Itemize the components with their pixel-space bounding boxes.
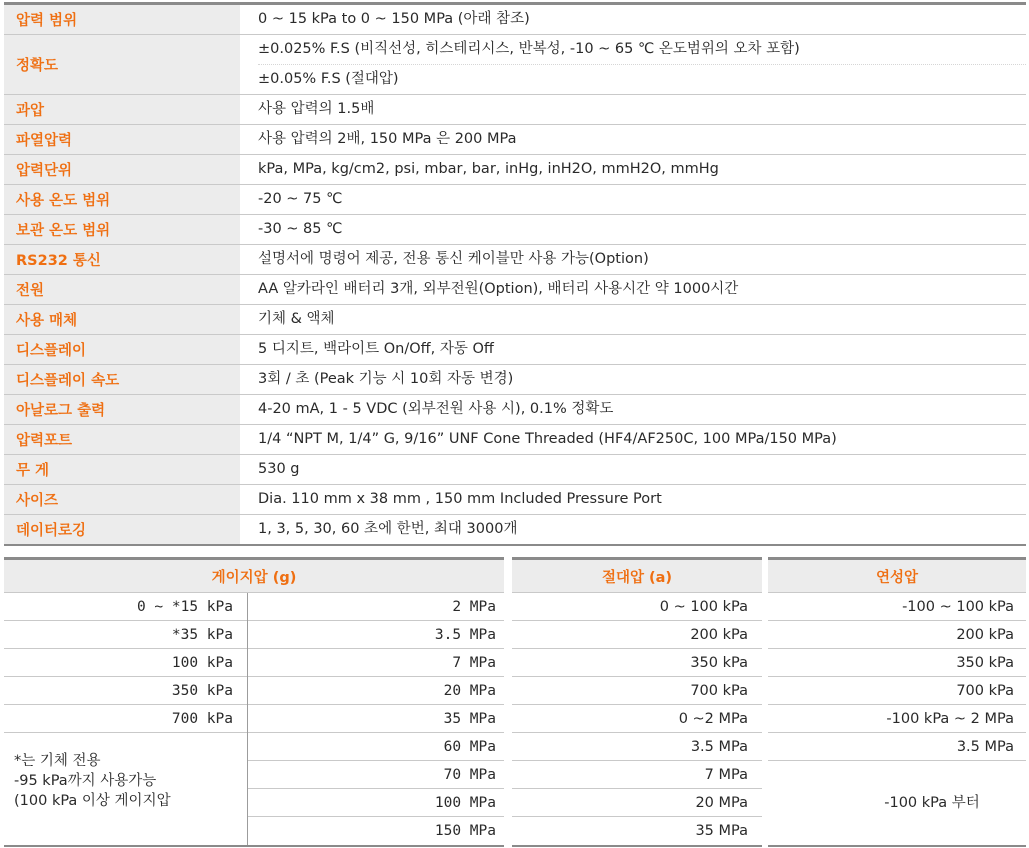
compound-cell: 3.5 MPa [768, 733, 1026, 761]
absolute-cell: 700 kPa [512, 677, 762, 705]
absolute-cell: 7 MPa [512, 761, 762, 789]
spec-row [4, 305, 1026, 335]
spec-row [4, 155, 1026, 185]
spec-row [4, 185, 1026, 215]
spec-label: 압력포트 [4, 425, 240, 454]
spec-row [4, 335, 1026, 365]
spec-value-line: 설명서에 명령어 제공, 전용 통신 케이블만 사용 가능(Option) [258, 251, 649, 267]
spec-label: 과압 [4, 95, 240, 124]
spec-value [240, 185, 1026, 214]
gauge-right-cell: 2 MPa [248, 593, 504, 621]
spec-value [240, 125, 1026, 154]
compound-cell: -100 ~ 100 kPa [768, 593, 1026, 621]
gauge-left-cell: 100 kPa [4, 649, 247, 677]
gauge-left-cell: *35 kPa [4, 621, 247, 649]
spec-value-line: 1/4 “NPT M, 1/4” G, 9/16” UNF Cone Threaded (HF4/AF250C, 100 MPa/150 MPa) [258, 431, 837, 447]
spec-value-line: 1, 3, 5, 30, 60 초에 한번, 최대 3000개 [258, 521, 518, 537]
compound-pressure-table [768, 557, 1026, 847]
compound-merged-cell: -100 kPa 부터 [884, 795, 980, 811]
spec-value [240, 485, 1026, 514]
spec-label: 데이터로깅 [4, 515, 240, 544]
spec-value [240, 365, 1026, 394]
gauge-right-cell: 35 MPa [248, 705, 504, 733]
absolute-pressure-table [512, 557, 762, 847]
gauge-right-cell: 7 MPa [248, 649, 504, 677]
gauge-left-cell: 0 ~ *15 kPa [4, 593, 247, 621]
spec-value-line: 5 디지트, 백라이트 On/Off, 자동 Off [258, 341, 494, 357]
spec-value [240, 335, 1026, 364]
gauge-note-line: (100 kPa 이상 게이지압 [14, 793, 171, 809]
spec-row [4, 365, 1026, 395]
spec-label: 사이즈 [4, 485, 240, 514]
absolute-cell: 0 ~ 100 kPa [512, 593, 762, 621]
compound-cell: 700 kPa [768, 677, 1026, 705]
spec-value-line: 사용 압력의 2배, 150 MPa 은 200 MPa [258, 131, 517, 147]
spec-label: 정확도 [4, 35, 240, 94]
gauge-right-cell: 150 MPa [434, 823, 496, 839]
absolute-cell: 350 kPa [512, 649, 762, 677]
spec-value [240, 425, 1026, 454]
compound-column [768, 593, 1026, 845]
gauge-right-column [247, 593, 504, 845]
spec-value-line: Dia. 110 mm x 38 mm , 150 mm Included Pressure Port [258, 491, 662, 507]
spec-row [4, 395, 1026, 425]
spec-label: 디스플레이 속도 [4, 365, 240, 394]
spec-value [240, 275, 1026, 304]
spec-value-line: -20 ~ 75 ℃ [258, 191, 343, 207]
compound-cell: 350 kPa [768, 649, 1026, 677]
spec-value [240, 5, 1026, 34]
compound-header: 연성압 [768, 560, 1026, 593]
spec-label: 압력단위 [4, 155, 240, 184]
gauge-right-cell: 70 MPa [248, 761, 504, 789]
spec-value-line: 3회 / 초 (Peak 기능 시 10회 자동 변경) [258, 371, 514, 387]
spec-label: 전원 [4, 275, 240, 304]
spec-value [240, 155, 1026, 184]
spec-value-line: 기체 & 액체 [258, 311, 335, 327]
gauge-note [4, 733, 247, 845]
spec-value [240, 35, 1026, 94]
gauge-note-line: -95 kPa까지 사용가능 [14, 773, 157, 789]
spec-row [4, 95, 1026, 125]
spec-value-line: kPa, MPa, kg/cm2, psi, mbar, bar, inHg, inH2O, mmH2O, mmHg [258, 161, 719, 177]
spec-row [4, 2, 1026, 35]
spec-row [4, 515, 1026, 546]
spec-value [240, 215, 1026, 244]
spec-row [4, 35, 1026, 95]
gauge-left-cell: 350 kPa [4, 677, 247, 705]
spec-value-line: 530 g [258, 461, 300, 477]
spec-value [240, 515, 1026, 544]
spec-value [240, 95, 1026, 124]
spec-value-line: 4-20 mA, 1 - 5 VDC (외부전원 사용 시), 0.1% 정확도 [258, 401, 614, 417]
spec-label: 디스플레이 [4, 335, 240, 364]
absolute-cell: 3.5 MPa [512, 733, 762, 761]
gauge-right-cell: 20 MPa [248, 677, 504, 705]
spec-value [240, 395, 1026, 424]
absolute-cell: 20 MPa [512, 789, 762, 817]
spec-value [240, 455, 1026, 484]
spec-label: 사용 온도 범위 [4, 185, 240, 214]
spec-value-line: AA 알카라인 배터리 3개, 외부전원(Option), 배터리 사용시간 약 1000시간 [258, 281, 739, 297]
spec-label: 사용 매체 [4, 305, 240, 334]
gauge-pressure-table [4, 557, 504, 847]
absolute-cell: 0 ~2 MPa [512, 705, 762, 733]
spec-row [4, 275, 1026, 305]
gauge-right-cell: 100 MPa [248, 789, 504, 817]
gauge-header: 게이지압 (g) [4, 560, 504, 593]
spec-label: 보관 온도 범위 [4, 215, 240, 244]
absolute-cell: 35 MPa [695, 823, 748, 839]
compound-cell: -100 kPa ~ 2 MPa [768, 705, 1026, 733]
spec-label: RS232 통신 [4, 245, 240, 274]
spec-value-line: ±0.05% F.S (절대압) [258, 64, 1026, 94]
gauge-left-cell: 700 kPa [4, 705, 247, 733]
spec-row [4, 455, 1026, 485]
gauge-right-cell: 60 MPa [248, 733, 504, 761]
spec-row [4, 245, 1026, 275]
gauge-left-column [4, 593, 247, 845]
spec-value-line: 0 ~ 15 kPa to 0 ~ 150 MPa (아래 참조) [258, 11, 530, 27]
absolute-header: 절대압 (a) [512, 560, 762, 593]
spec-row [4, 485, 1026, 515]
spec-label: 파열압력 [4, 125, 240, 154]
spec-label: 아날로그 출력 [4, 395, 240, 424]
spec-label: 무 게 [4, 455, 240, 484]
spec-value-line: -30 ~ 85 ℃ [258, 221, 343, 237]
spec-row [4, 425, 1026, 455]
spec-value [240, 245, 1026, 274]
gauge-right-cell: 3.5 MPa [248, 621, 504, 649]
spec-table [4, 2, 1026, 546]
gauge-note-line: *는 기체 전용 [14, 753, 101, 769]
spec-value-line: ±0.025% F.S (비직선성, 히스테리시스, 반복성, -10 ~ 65 ℃ 온도범위의 오차 포함) [258, 41, 800, 57]
spec-row [4, 215, 1026, 245]
spec-row [4, 125, 1026, 155]
absolute-column [512, 593, 762, 845]
absolute-cell: 200 kPa [512, 621, 762, 649]
spec-label: 압력 범위 [4, 5, 240, 34]
compound-cell: 200 kPa [768, 621, 1026, 649]
spec-value-line: 사용 압력의 1.5배 [258, 101, 375, 117]
spec-value [240, 305, 1026, 334]
